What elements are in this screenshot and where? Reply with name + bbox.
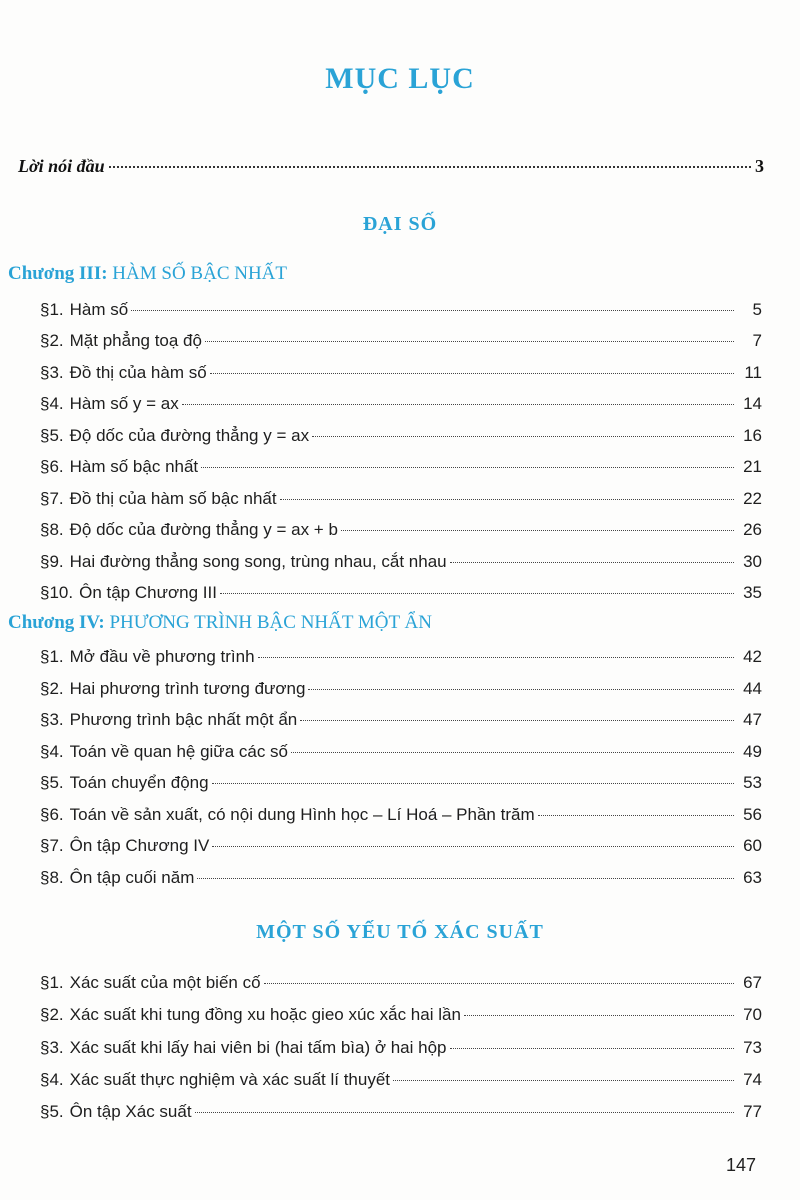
entry-title: Đồ thị của hàm số bậc nhất [69,489,277,508]
entry-page: 30 [743,552,762,571]
entry-page: 7 [752,331,762,350]
leader-dots [131,310,734,311]
entry-title: Mặt phẳng toạ độ [69,331,202,350]
leader-dots [205,341,734,342]
entry-number: §6. [40,457,64,476]
entry-page: 63 [743,868,762,887]
entry-page: 53 [743,773,762,792]
entry-title: Ôn tập Xác suất [69,1102,192,1121]
entry-title: Hàm số [69,300,129,319]
toc-entry[interactable] [40,520,762,540]
entry-number: §1. [40,300,64,319]
entry-page: 56 [743,805,762,824]
preface-label: Lời nói đầu [18,156,105,176]
toc-entry[interactable] [40,363,762,383]
entry-page: 44 [743,679,762,698]
entry-page: 22 [743,489,762,508]
entry-number: §8. [40,868,64,887]
entry-page: 60 [743,836,762,855]
toc-entry[interactable] [40,836,762,856]
entry-number: §1. [40,973,64,992]
entry-page: 73 [743,1038,762,1057]
toc-entry[interactable] [40,868,762,888]
entry-page: 42 [743,647,762,666]
toc-entry[interactable] [40,583,762,603]
toc-entry[interactable] [40,426,762,446]
leader-dots [212,846,734,847]
toc-entry[interactable] [40,1102,762,1122]
entry-page: 47 [743,710,762,729]
leader-dots [393,1080,734,1081]
entry-number: §5. [40,1102,64,1121]
leader-dots [264,983,734,984]
entry-title: Mở đầu về phương trình [69,647,255,666]
entry-page: 70 [743,1005,762,1024]
leader-dots [450,1048,735,1049]
entry-number: §10. [40,583,74,602]
toc-entry[interactable] [40,742,762,762]
entry-number: §7. [40,489,64,508]
entry-number: §8. [40,520,64,539]
leader-dots [280,499,734,500]
entry-title: Hàm số bậc nhất [69,457,199,476]
chapter-heading-3[interactable] [8,263,287,285]
entry-title: Độ dốc của đường thẳng y = ax + b [69,520,338,539]
toc-entry[interactable] [40,1005,762,1025]
entry-number: §9. [40,552,64,571]
leader-dots [210,373,734,374]
preface-page: 3 [755,156,764,176]
toc-entry[interactable] [40,1038,762,1058]
entry-title: Ôn tập Chương IV [69,836,210,855]
page-title: MỤC LỤC [325,62,475,95]
toc-entry[interactable] [40,805,762,825]
entry-page: 11 [744,363,762,382]
entry-number: §4. [40,394,64,413]
entry-page: 77 [743,1102,762,1121]
entry-number: §2. [40,679,64,698]
entry-title: Xác suất thực nghiệm và xác suất lí thuyết [69,1070,391,1089]
leader-dots [258,657,734,658]
leader-dots [538,815,734,816]
toc-entry[interactable] [40,973,762,993]
leader-dots [341,530,734,531]
preface-entry[interactable] [18,156,764,177]
chapter-name: PHƯƠNG TRÌNH BẬC NHẤT MỘT ẨN [109,612,432,633]
entry-page: 14 [743,394,762,413]
entry-page: 5 [752,300,762,319]
entry-number: §5. [40,773,64,792]
entry-title: Đồ thị của hàm số [69,363,207,382]
leader-dots [450,562,734,563]
leader-dots [195,1112,734,1113]
entry-title: Xác suất khi tung đồng xu hoặc gieo xúc xắc hai lần [69,1005,461,1024]
toc-entry[interactable] [40,773,762,793]
chapter-label: Chương III: [8,263,108,284]
entry-page: 67 [743,973,762,992]
chapter-heading-4[interactable] [8,612,432,634]
toc-entry[interactable] [40,679,762,699]
entry-number: §1. [40,647,64,666]
leader-dots [197,878,734,879]
entry-title: Xác suất của một biến cố [69,973,261,992]
toc-entry[interactable] [40,300,762,320]
chapter-label: Chương IV: [8,612,105,633]
section-title-algebra: ĐẠI SỐ [362,213,438,235]
chapter-name: HÀM SỐ BẬC NHẤT [112,263,288,284]
entry-title: Xác suất khi lấy hai viên bi (hai tấm bìa) ở hai hộp [69,1038,447,1057]
entry-number: §3. [40,1038,64,1057]
entry-number: §6. [40,805,64,824]
toc-entry[interactable] [40,489,762,509]
leader-dots [291,752,734,753]
leader-dots [300,720,734,721]
toc-entry[interactable] [40,710,762,730]
leader-dots [212,783,734,784]
entry-title: Ôn tập Chương III [79,583,217,602]
toc-entry[interactable] [40,647,762,667]
entry-page: 16 [743,426,762,445]
toc-entry[interactable] [40,457,762,477]
leader-dots [220,593,734,594]
toc-entry[interactable] [40,552,762,572]
entry-title: Phương trình bậc nhất một ẩn [69,710,298,729]
entry-page: 26 [743,520,762,539]
page-number: 147 [725,1155,756,1175]
entry-page: 35 [743,583,762,602]
entry-number: §7. [40,836,64,855]
leader-dots [464,1015,734,1016]
entry-page: 21 [743,457,762,476]
leader-dots [312,436,734,437]
toc-entry[interactable] [40,394,762,414]
entry-page: 49 [743,742,762,761]
entry-title: Hai đường thẳng song song, trùng nhau, cắt nhau [69,552,447,571]
entry-title: Toán về quan hệ giữa các số [69,742,289,761]
leader-dots [182,404,734,405]
entry-title: Toán chuyển động [69,773,209,792]
entry-page: 74 [743,1070,762,1089]
entry-title: Toán về sản xuất, có nội dung Hình học – Lí Hoá – Phần trăm [69,805,535,824]
leader-dots [201,467,734,468]
toc-entry[interactable] [40,331,762,351]
toc-entry[interactable] [40,1070,762,1090]
entry-title: Hàm số y = ax [69,394,179,413]
entry-number: §5. [40,426,64,445]
entry-number: §2. [40,331,64,350]
entry-number: §3. [40,363,64,382]
entry-title: Ôn tập cuối năm [69,868,195,887]
entry-number: §3. [40,710,64,729]
leader-dots [308,689,734,690]
entry-title: Độ dốc của đường thẳng y = ax [69,426,310,445]
section-title-probability: MỘT SỐ YẾU TỐ XÁC SUẤT [256,921,544,943]
entry-number: §4. [40,1070,64,1089]
leader-dots [109,166,751,168]
entry-title: Hai phương trình tương đương [69,679,306,698]
entry-number: §2. [40,1005,64,1024]
entry-number: §4. [40,742,64,761]
